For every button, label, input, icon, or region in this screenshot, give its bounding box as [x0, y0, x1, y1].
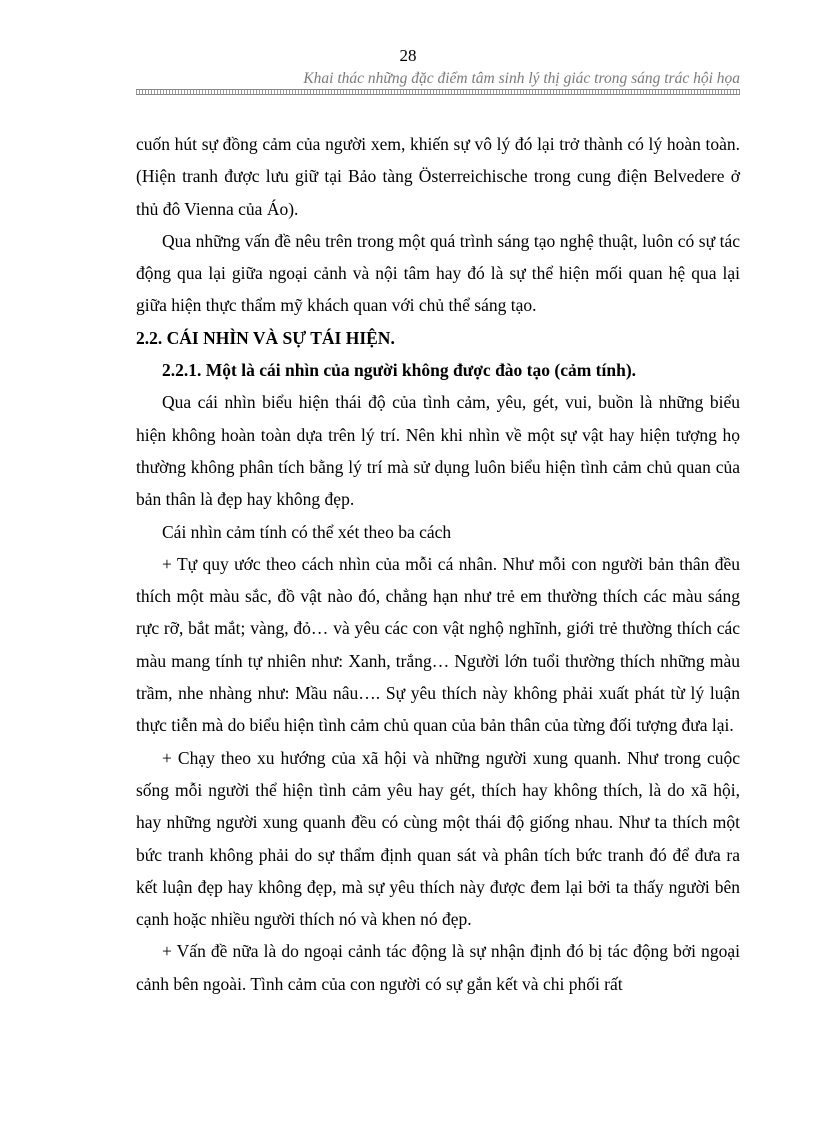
paragraph-5: + Tự quy ước theo cách nhìn của mỗi cá nhân. Như mỗi con người bản thân đều thích một màu sắc, đồ vật nào đó, chẳng hạn như trẻ em thường thích các màu sáng rực rỡ, bắt mắt; vàng, đỏ… và yêu các con vật nghộ nghĩnh, giới trẻ thường thích các màu mang tính tự nhiên như: Xanh, trắng… Người lớn tuổi thường thích những màu trầm, nhe nhàng như: Mầu nâu…. Sự yêu thích này không phải xuất phát từ lý luận thực tiễn mà do biểu hiện tình cảm chủ quan của bản thân của từng đối tượng đưa lại.: [136, 553, 740, 736]
paragraph-4: Cái nhìn cảm tính có thể xét theo ba cách: [162, 521, 452, 542]
paragraph-6: + Chạy theo xu hướng của xã hội và những người xung quanh. Như trong cuộc sống mỗi người thể hiện tình cảm yêu hay gét, thích hay không thích, là do xã hội, hay những người xung quanh đều có cùng một thái độ giống nhau. Như ta thích một bức tranh không phải do sự thẩm định quan sát và phân tích bức tranh đó để đưa ra kết luận đẹp hay không đẹp, mà sự yêu thích này được đem lại bởi ta thấy người bên cạnh hoặc nhiều người thích nó và khen nó đẹp.: [136, 747, 740, 930]
paragraph-1: cuốn hút sự đồng cảm của người xem, khiến sự vô lý đó lại trở thành có lý hoàn toàn. (Hiện tranh được lưu giữ tại Bảo tàng Österreichische trong cung điện Belvedere ở thủ đô Vienna của Áo).: [136, 134, 740, 219]
page-number: 28: [399, 46, 417, 65]
paragraph-7: + Vấn đề nữa là do ngoại cảnh tác động là sự nhận định đó bị tác động bởi ngoại cảnh bên ngoài. Tình cảm của con người có sự gắn kết và chi phối rất: [136, 941, 740, 994]
section-heading-2-2: 2.2. CÁI NHÌN VÀ SỰ TÁI HIỆN.: [136, 327, 395, 348]
header-rule: [136, 89, 740, 95]
paragraph-3: Qua cái nhìn biểu hiện thái độ của tình cảm, yêu, gét, vui, buồn là những biểu hiện không hoàn toàn dựa trên lý trí. Nên khi nhìn về một sự vật hay hiện tượng họ thường không phân tích bằng lý trí mà sử dụng luôn biểu hiện tình cảm chủ quan của bản thân là đẹp hay không đẹp.: [136, 392, 740, 510]
document-body: [136, 128, 740, 1000]
section-heading-2-2-1: 2.2.1. Một là cái nhìn của người không được đào tạo (cảm tính).: [162, 360, 637, 381]
paragraph-2: Qua những vấn đề nêu trên trong một quá trình sáng tạo nghệ thuật, luôn có sự tác động qua lại giữa ngoại cảnh và nội tâm hay đó là sự thể hiện mối quan hệ qua lại giữa hiện thực thẩm mỹ khách quan với chủ thể sáng tạo.: [136, 230, 740, 316]
running-header-title: Khai thác những đặc điểm tâm sinh lý thị giác trong sáng trác hội họa: [303, 70, 740, 87]
